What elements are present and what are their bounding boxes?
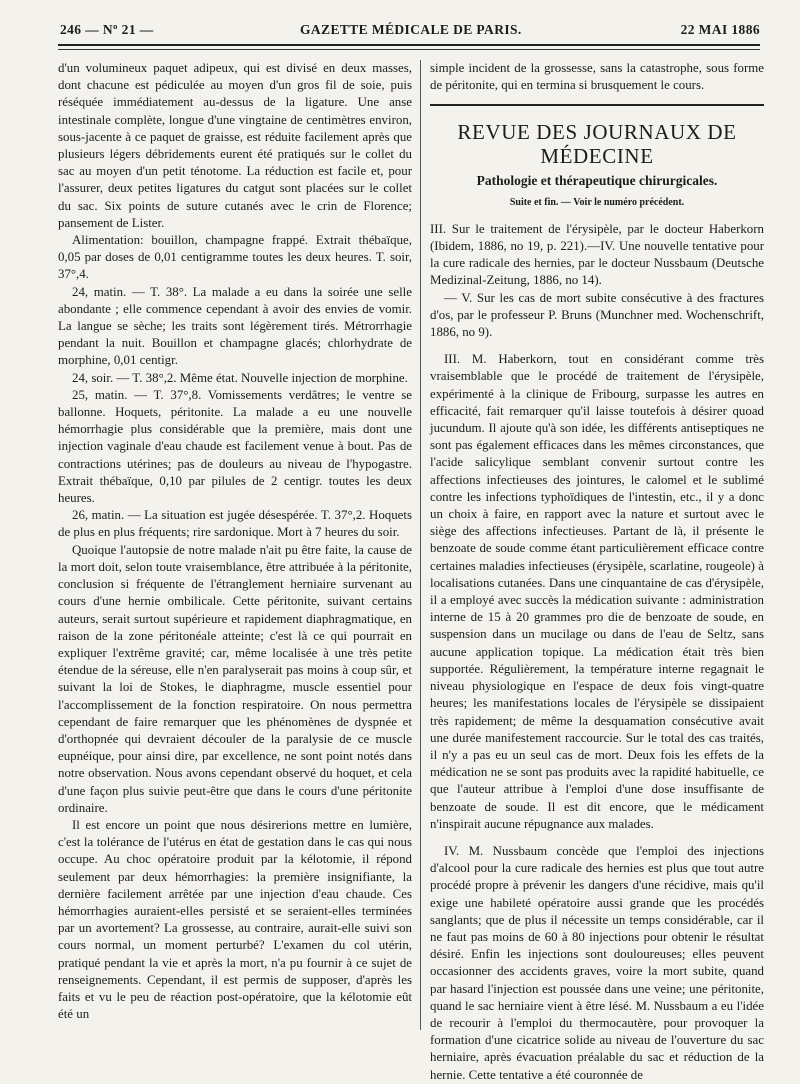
- paragraph: simple incident de la grossesse, sans la catastrophe, sous forme de péritonite, qui en termina si brusquement le cours.: [430, 61, 764, 93]
- paragraph: III. M. Haberkorn, tout en considérant comme très vraisemblable que le procédé de traitement de l'érysipèle, expérimenté à la clinique de Fribourg, surpasse les autres en efficacité, fait remarquer qu'il laisse toutefois à désirer quoad jucundum. Il ajoute qu'à son idée, les différents antiseptiques ne sont pas également efficaces dans les mêmes circonstances, que l'acide salicylique semblant convenir surtout contre les affections infectieuses des jointures, le calomel et le sublimé contre les infections typhoïdiques de l'intestin, etc., il y a donc un choix à faire, en rapport avec la nature et surtout avec le siège des affections infectieuses. Partant de là, il présente le benzoate de soude comme étant particulièrement efficace contre certaines maladies infectieuses (érysipèle, scarlatine, rougeole) à localisations cutanées. Dans une cinquantaine de cas d'érysipèle, il a employé avec succès la médication suivante : administration interne de 15 à 20 grammes pro die de benzoate de soude, en suspension dans un mucilage ou dans de l'eau de Seltz, sans aucune application topique. La médication était très bien supportée. Régulièrement, la température interne regagnait le niveau physiologique en l'espace de deux fois vingt-quatre heures; les manifestations locales de l'érysipèle se dissipaient très rapidement; de même la desquamation consécutive avait une durée manifestement raccourcie. Sur le total des cas traités, il n'y a pas eu un seul cas de mort. Deux fois les effets de la médication ne se sont pas produits avec la rapidité habituelle, ce que l'auteur attribue à l'emploi d'une dose insuffisante de benzoate de soude. Il est dit encore, que le médicament n'inspirait aucune répugnance aux malades.: [430, 352, 764, 831]
- paragraph: 26, matin. — La situation est jugée désespérée. T. 37°,2. Hoquets de plus en plus fréquents; rire sardonique. Mort à 7 heures du soir.: [58, 508, 412, 540]
- toc-entry: — V. Sur les cas de mort subite consécutive à des fractures d'os, par le professeur P. Bruns (Munchner med. Wochenschrift, 1886, no 9).: [430, 290, 764, 340]
- paragraph: Quoique l'autopsie de notre malade n'ait pu être faite, la cause de la mort doit, selon toute vraisemblance, être attribuée à la péritonite, conclusion si fréquente de l'étranglement herniaire survenant au cours d'une hernie ombilicale. Cette péritonite, suivant certains auteurs, serait surtout supérieure et rapidement diaphragmatique, en raison de la zone péritonéale atteinte; c'est là ce qui pourrait en expliquer l'extrême gravité; car, même localisée à une très petite étendue de la séreuse, elle n'en paralyserait pas moins à coup sûr, et suivant la loi de Stokes, le diaphragme, muscle essentiel pour l'accomplissement de la fonction respiratoire. On nous permettra cependant de faire remarquer que les phénomènes de dyspnée et d'orthopnée qui devraient découler de la paralysie de ce muscle eupnéique, pour ainsi dire, par excellence, ne sont point notés dans notre observation. Nous avons cependant observé du hoquet, et cela d'une façon plus suivie peut-être que dans le cours d'une péritonite ordinaire.: [58, 542, 412, 815]
- header-rule: [58, 44, 760, 46]
- spacer: [430, 341, 764, 351]
- spacer: [430, 833, 764, 843]
- paragraph: 24, matin. — T. 38°. La malade a eu dans la soirée une selle abondante ; elle commence cependant à avoir des envies de vomir. La langue se sèche; les traits sont légèrement tirés. Métrorrhagie pendant la nuit. Bouillon et champagne glacés; chlorhydrate de morphine, 0,01 centigr.: [58, 284, 412, 368]
- page-header: [60, 22, 760, 44]
- header-rule-thin: [58, 49, 760, 50]
- section-rule: [430, 104, 764, 106]
- paragraph: 24, soir. — T. 38°,2. Même état. Nouvelle injection de morphine.: [72, 370, 408, 385]
- issue-date: 22 MAI 1886: [680, 22, 760, 37]
- section-note: Suite et fin. — Voir le numéro précédent.: [509, 196, 685, 208]
- column-divider: [420, 60, 421, 1030]
- paragraph: Il est encore un point que nous désirerions mettre en lumière, c'est la tolérance de l'utérus en état de gestation dans le cas qui nous occupe. Au choc opératoire produit par la kélotomie, il répond seulement par deux hémorrhagies: la première insignifiante, la dernière facilement arrêtée par une injection d'eau chaude. Ces hémorrhagies auraient-elles persisté et se seraient-elles terminées par un avortement? La grossesse, au contraire, aurait-elle suivi son cours normal, un moment perturbé? L'examen du col utérin, pratiqué pendant la vie et après la mort, n'a pu fournir à ce sujet de renseignements. Cependant, il est permis de supposer, d'après les faits et vu le peu de réaction post-opératoire, que la kélotomie eût été un: [58, 817, 412, 1022]
- toc-entry: III. Sur le traitement de l'érysipèle, par le docteur Haberkorn (Ibidem, 1886, no 19, p. 221).—IV. Une nouvelle tentative pour la cure radicale des hernies, par le docteur Nussbaum (Deutsche Medizinal-Zeitung, 1886, no 14).: [430, 221, 764, 288]
- journal-title: GAZETTE MÉDICALE DE PARIS.: [300, 22, 522, 37]
- right-column: [430, 60, 764, 1084]
- left-column: [58, 60, 412, 1023]
- paragraph: IV. M. Nussbaum concède que l'emploi des injections d'alcool pour la cure radicale des hernies est plus que tout autre procédé propre à prévenir les dangers d'une récidive, mais qu'il exige une habileté opératoire aussi grande que les procédés sanglants; que de plus il nécessite un temps considérable, car il ne faut pas moins de 60 à 80 injections pour obtenir le résultat désiré. Enfin les injections sont douloureuses; elles peuvent occasionner des accidents graves, voire la mort subite, quand par hasard l'injection est poussée dans une veine; une péritonite, quand le sac herniaire vient à être lésé. M. Nussbaum a eu l'idée de recourir à l'emploi du thermocautère, pour provoquer la formation d'une cicatrice solide au niveau de l'ouverture du sac herniaire, après évacuation préalable du sac et réduction de la hernie. Cette tentative a été couronnée de: [430, 843, 764, 1082]
- paragraph: Alimentation: bouillon, champagne frappé. Extrait thébaïque, 0,05 par doses de 0,01 centigramme toutes les deux heures. T. soir, 37°,4.: [58, 233, 412, 282]
- paragraph: 25, matin. — T. 37°,8. Vomissements verdâtres; le ventre se ballonne. Hoquets, péritonite. La malade a eu une nouvelle hémorrhagie plus considérable que la première, mais dont une injection vaginale d'eau chaude est facilement venue à bout. Pas de contractions utérines; pas de douleurs au niveau de l'hypogastre. Extrait thébaïque, 0,10 par pilules de 2 centigr. toutes les deux heures.: [58, 387, 412, 506]
- section-subtitle: Pathologie et thérapeutique chirurgicales.: [476, 173, 718, 189]
- page-number: 246 — Nº 21 —: [60, 22, 154, 37]
- section-title: REVUE DES JOURNAUX DE MÉDECINE: [457, 120, 737, 169]
- paragraph: d'un volumineux paquet adipeux, qui est divisé en deux masses, dont chacune est pédiculée au moyen d'un gros fil de soie, puis réséquée immédiatement au-dessus de la ligature. Une anse intestinale complète, longue d'une vingtaine de centimètres environ, sous-jacente à ce paquet de graisse, est réduite facilement après que plusieurs légers débridements eurent été pratiqués sur le collet du sac au moyen d'un petit ténotome. La réduction est facile et, pour l'assurer, deux petites ligatures du catgut sont placées sur le collet du sac. Six points de suture cutanés avec le crin de Florence; pansement de Lister.: [58, 61, 412, 230]
